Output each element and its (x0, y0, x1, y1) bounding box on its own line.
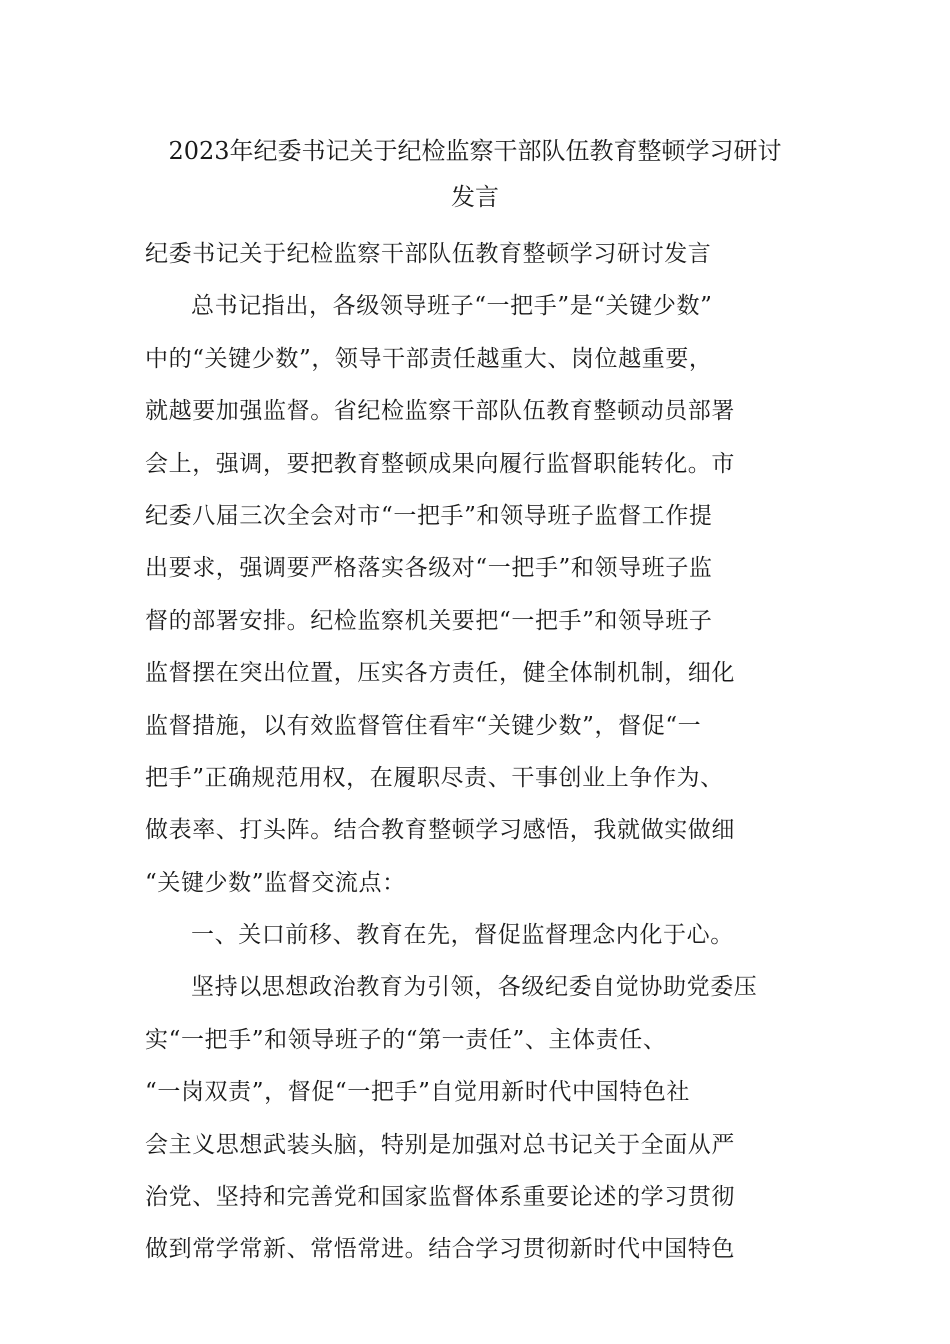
document-body (145, 228, 810, 1276)
paragraph-line: 做表率、打头阵。结合教育整顿学习感悟，我就做实做细 (145, 817, 735, 844)
paragraph-section-1 (145, 961, 810, 1275)
paragraph-line: 做到常学常新、常悟常进。结合学习贯彻新时代中国特色 (145, 1236, 735, 1263)
paragraph-line: 实“一把手”和领导班子的“第一责任”、主体责任、 (145, 1026, 667, 1053)
paragraph-line: 治党、坚持和完善党和国家监督体系重要论述的学习贯彻 (145, 1184, 735, 1211)
paragraph-line: “一岗双责”，督促“一把手”自觉用新时代中国特色社 (145, 1079, 691, 1106)
title-line: 发言 (451, 183, 499, 211)
paragraph-line: 会主义思想武装头脑，特别是加强对总书记关于全面从严 (145, 1131, 735, 1158)
paragraph-line: “关键少数”监督交流点： (145, 869, 406, 896)
paragraph-line: 总书记指出，各级领导班子“一把手”是“关键少数” (191, 293, 713, 320)
document-subtitle: 纪委书记关于纪检监察干部队伍教育整顿学习研讨发言 (145, 241, 712, 267)
paragraph-line: 就越要加强监督。省纪检监察干部队伍教育整顿动员部署 (145, 398, 735, 425)
document-title (140, 128, 810, 220)
title-line: 2023年纪委书记关于纪检监察干部队伍教育整顿学习研讨 (168, 137, 782, 165)
paragraph-line: 坚持以思想政治教育为引领，各级纪委自觉协助党委压 (191, 974, 758, 1001)
section-heading-1 (145, 909, 810, 961)
paragraph-line: 中的“关键少数”，领导干部责任越重大、岗位越重要， (145, 345, 713, 372)
paragraph-line: 纪委八届三次全会对市“一把手”和领导班子监督工作提 (145, 502, 713, 529)
paragraph-line: 把手”正确规范用权，在履职尽责、干事创业上争作为、 (145, 764, 724, 791)
paragraph-line: 会上，强调，要把教育整顿成果向履行监督职能转化。市 (145, 450, 735, 477)
paragraph-line: 出要求，强调要严格落实各级对“一把手”和领导班子监 (145, 555, 713, 582)
heading-line: 一、关口前移、教育在先，督促监督理念内化于心。 (191, 922, 734, 949)
paragraph-line: 督的部署安排。纪检监察机关要把“一把手”和领导班子 (145, 607, 713, 634)
paragraph-line: 监督措施，以有效监督管住看牢“关键少数”，督促“一 (145, 712, 702, 739)
paragraph-line: 监督摆在突出位置，压实各方责任，健全体制机制，细化 (145, 660, 735, 687)
paragraph-intro (145, 280, 810, 909)
